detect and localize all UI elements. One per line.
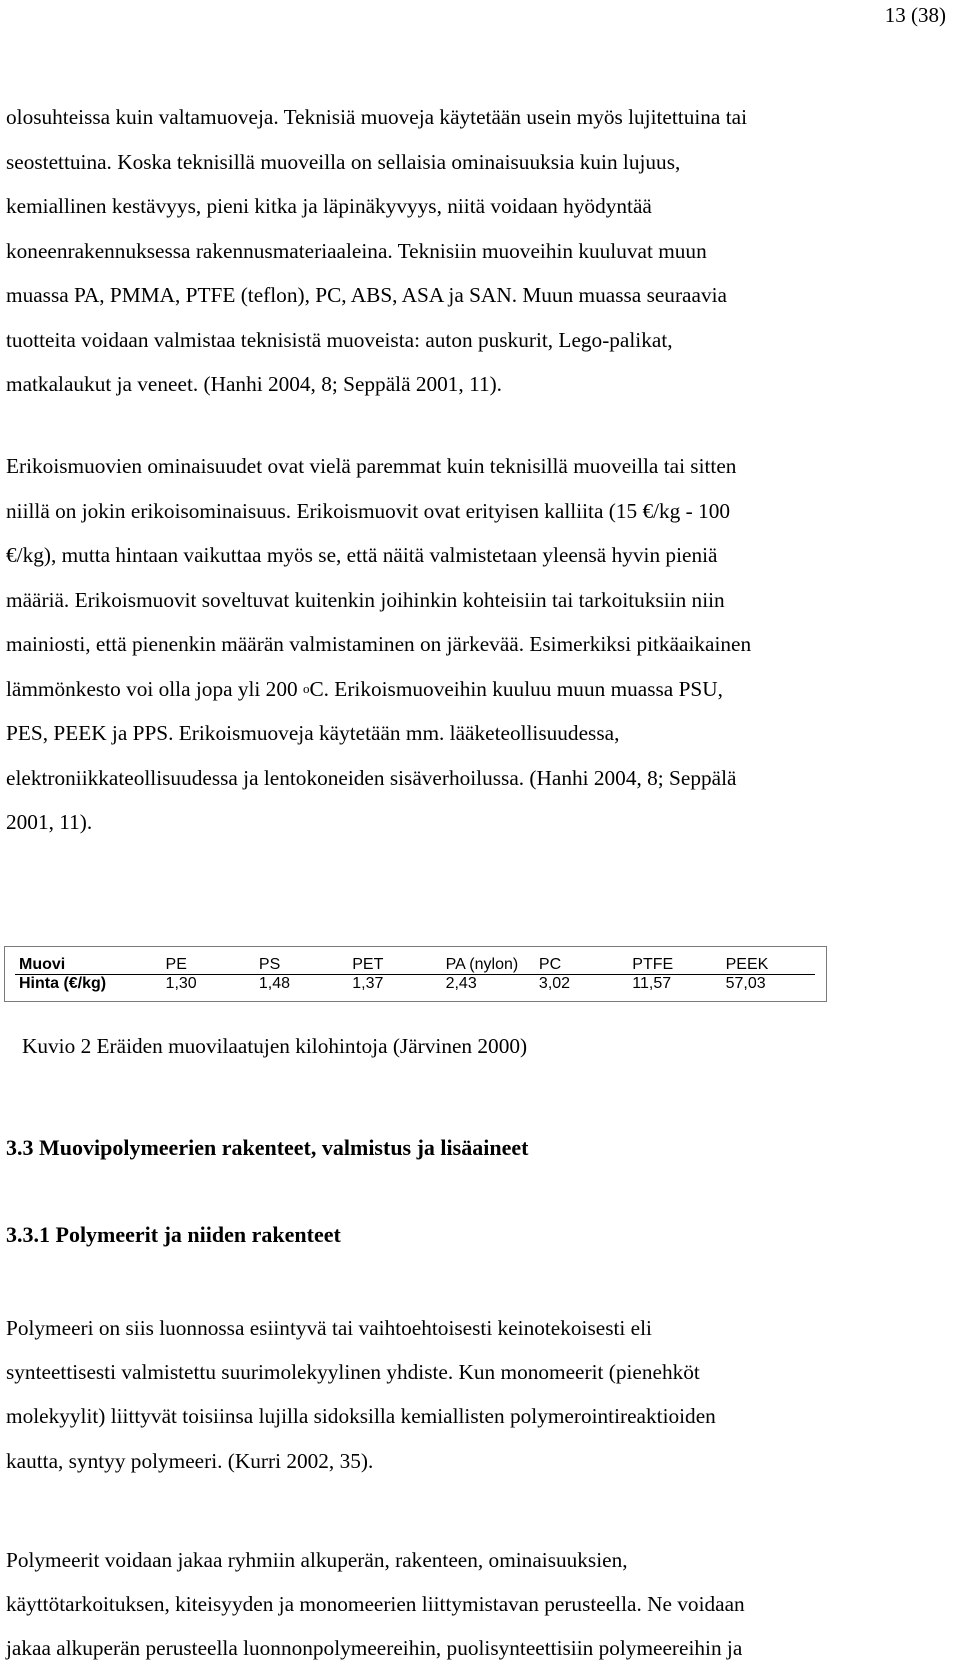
table-cell: PS: [255, 956, 348, 975]
table-cell: PC: [535, 956, 628, 975]
text-line: olosuhteissa kuin valtamuoveja. Teknisiä muoveja käytetään usein myös lujitettuina tai: [6, 105, 747, 129]
table-row-materials: [15, 956, 815, 975]
text-line: molekyylit) liittyvät toisiinsa lujilla sidoksilla kemiallisten polymerointireaktioiden: [6, 1404, 716, 1429]
table-cell: 11,57: [632, 975, 672, 992]
table-cell: 1,37: [352, 975, 384, 992]
text-line: koneenrakennuksessa rakennusmateriaaleina. Teknisiin muoveihin kuuluvat muun: [6, 238, 707, 263]
text-line: kemiallinen kestävyys, pieni kitka ja läpinäkyvyys, niitä voidaan hyödyntää: [6, 194, 652, 218]
text-line: määriä. Erikoismuovit soveltuvat kuitenkin joihinkin kohteisiin tai tarkoituksiin niin: [6, 587, 725, 612]
text-line: synteettisesti valmistettu suurimolekyylinen yhdiste. Kun monomeerit (pienehköt: [6, 1360, 700, 1385]
table-cell: 57,03: [725, 975, 766, 992]
subsection-heading: 3.3.1 Polymeerit ja niiden rakenteet: [6, 1222, 341, 1247]
row-label-price: Hinta (€/kg): [19, 975, 107, 992]
table-cell: PET: [348, 956, 441, 975]
table-row-prices: [15, 975, 815, 994]
table-cell: PTFE: [628, 956, 721, 975]
text-line: mainiosti, että pienenkin määrän valmistaminen on järkevää. Esimerkiksi pitkäaikainen: [6, 632, 752, 656]
page-number: 13 (38): [884, 3, 946, 27]
table-cell: 1,48: [258, 975, 291, 992]
price-table: [15, 956, 815, 993]
paragraph-polymer-definition: [6, 1306, 952, 1483]
price-table-figure: [4, 946, 827, 1002]
table-cell: 1,30: [165, 975, 197, 992]
text-line: PES, PEEK ja PPS. Erikoismuoveja käytetään mm. lääketeollisuudessa,: [6, 721, 620, 745]
text-line: niillä on jokin erikoisominaisuus. Erikoismuovit ovat erityisen kalliita (15 €/kg - 100: [6, 498, 731, 523]
paragraph-special-plastics: [6, 444, 952, 845]
table-cell: 2,43: [445, 975, 477, 992]
table-cell: 3,02: [538, 975, 571, 992]
row-label-material: Muovi: [15, 956, 162, 975]
paragraph-technical-plastics: [6, 95, 952, 407]
degree-superscript: o: [302, 680, 310, 696]
text-line-temperature: [6, 667, 952, 712]
text-line: kautta, syntyy polymeeri. (Kurri 2002, 35).: [6, 1448, 374, 1473]
text-line: Erikoismuovien ominaisuudet ovat vielä paremmat kuin teknisillä muoveilla tai sitten: [6, 454, 737, 478]
text-line: elektroniikkateollisuudessa ja lentokoneiden sisäverhoilussa. (Hanhi 2004, 8; Seppälä: [6, 765, 737, 790]
text-line: 2001, 11).: [6, 810, 93, 834]
table-cell: PEEK: [722, 956, 815, 975]
text-segment: lämmönkesto voi olla jopa yli 200: [6, 676, 303, 701]
text-line: jakaa alkuperän perusteella luonnonpolymeereihin, puolisynteettisiin polymeereihin ja: [6, 1636, 743, 1661]
text-line: seostettuina. Koska teknisillä muoveilla on sellaisia ominaisuuksia kuin lujuus,: [6, 149, 681, 174]
table-cell: PA (nylon): [442, 956, 535, 975]
section-heading: 3.3 Muovipolymeerien rakenteet, valmistus ja lisäaineet: [6, 1135, 529, 1160]
text-line: muassa PA, PMMA, PTFE (teflon), PC, ABS, ASA ja SAN. Muun muassa seuraavia: [6, 283, 727, 307]
text-segment: C. Erikoismuoveihin kuuluu muun muassa PSU,: [309, 676, 723, 701]
figure-caption: Kuvio 2 Eräiden muovilaatujen kilohintoja (Järvinen 2000): [22, 1034, 528, 1058]
text-line: käyttötarkoituksen, kiteisyyden ja monomeerien liittymistavan perusteella. Ne voidaan: [6, 1592, 745, 1617]
text-line: Polymeeri on siis luonnossa esiintyvä tai vaihtoehtoisesti keinotekoisesti eli: [6, 1316, 652, 1340]
text-line: €/kg), mutta hintaan vaikuttaa myös se, että näitä valmistetaan yleensä hyvin pieniä: [6, 543, 718, 567]
paragraph-polymer-classification: [6, 1538, 952, 1671]
text-line: matkalaukut ja veneet. (Hanhi 2004, 8; Seppälä 2001, 11).: [6, 372, 503, 396]
text-line: Polymeerit voidaan jakaa ryhmiin alkuperän, rakenteen, ominaisuuksien,: [6, 1548, 628, 1572]
text-line: tuotteita voidaan valmistaa teknisistä muoveista: auton puskurit, Lego-palikat,: [6, 327, 673, 352]
table-cell: PE: [162, 956, 255, 975]
